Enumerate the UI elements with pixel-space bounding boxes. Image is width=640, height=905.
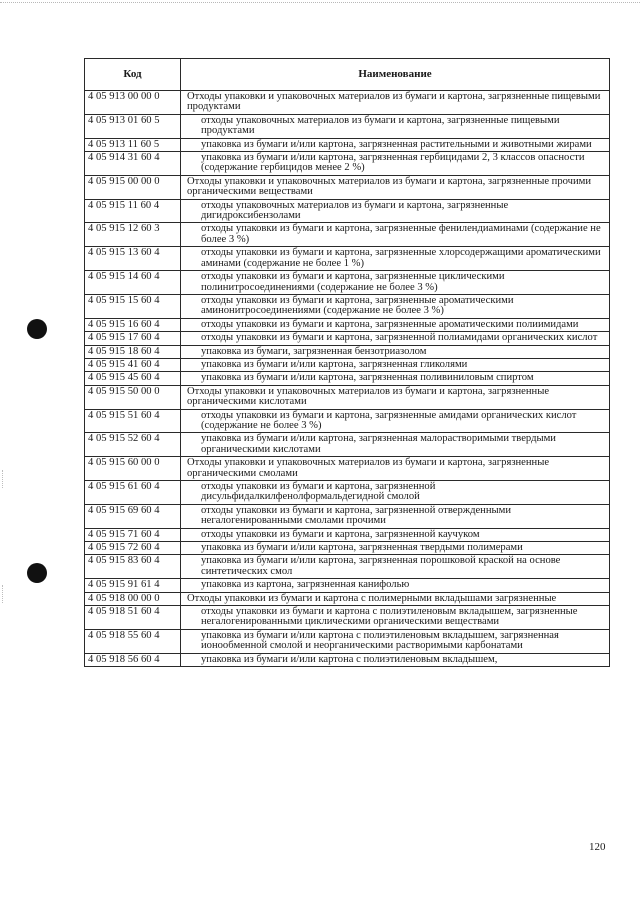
waste-name-cell: отходы упаковки из бумаги и картона с полиэтиленовым вкладышем, загрязненные негалогенированными циклическими органическими веществами <box>181 606 610 630</box>
table-row <box>85 385 610 409</box>
punch-hole <box>27 563 47 583</box>
table-row <box>85 345 610 358</box>
waste-name-cell: упаковка из бумаги и/или картона, загрязненная растительными и животными жирами <box>181 138 610 151</box>
waste-name-cell: отходы упаковки из бумаги и картона, загрязненной каучуком <box>181 528 610 541</box>
waste-code-cell: 4 05 915 83 60 4 <box>85 555 181 579</box>
waste-code-cell: 4 05 915 69 60 4 <box>85 504 181 528</box>
table-row <box>85 629 610 653</box>
waste-name-cell: отходы упаковки из бумаги и картона, загрязненные циклическими полинитросоединениями (содержание не более 3 %) <box>181 271 610 295</box>
waste-name-cell: отходы упаковки из бумаги и картона, загрязненной дисульфидалкилфенолформальдегидной смолой <box>181 481 610 505</box>
waste-code-cell: 4 05 915 50 00 0 <box>85 385 181 409</box>
waste-code-cell: 4 05 915 91 61 4 <box>85 579 181 592</box>
table-row <box>85 372 610 385</box>
table-row <box>85 592 610 605</box>
waste-name-cell: отходы упаковки из бумаги и картона, загрязненные ароматическими аминонитросоединениями (содержание не более 3 %) <box>181 294 610 318</box>
table-row <box>85 91 610 115</box>
scan-edge-mark <box>2 585 5 603</box>
column-header-code: Код <box>85 59 181 91</box>
table-row <box>85 318 610 331</box>
waste-code-cell: 4 05 915 51 60 4 <box>85 409 181 433</box>
table-row <box>85 504 610 528</box>
waste-name-cell: отходы упаковки из бумаги и картона, загрязненные амидами органических кислот (содержание не более 3 %) <box>181 409 610 433</box>
waste-code-cell: 4 05 915 16 60 4 <box>85 318 181 331</box>
waste-code-cell: 4 05 918 55 60 4 <box>85 629 181 653</box>
table-row <box>85 542 610 555</box>
waste-code-cell: 4 05 915 60 00 0 <box>85 457 181 481</box>
page-number: 120 <box>589 841 606 853</box>
punch-hole <box>27 319 47 339</box>
table-row <box>85 481 610 505</box>
table-row <box>85 555 610 579</box>
waste-name-cell: упаковка из бумаги, загрязненная бензотриазолом <box>181 345 610 358</box>
waste-code-cell: 4 05 915 15 60 4 <box>85 294 181 318</box>
waste-code-cell: 4 05 915 18 60 4 <box>85 345 181 358</box>
table-row <box>85 271 610 295</box>
waste-code-cell: 4 05 918 56 60 4 <box>85 653 181 666</box>
waste-name-cell: отходы упаковки из бумаги и картона, загрязненные хлорсодержащими ароматическими аминами (содержание не более 1 %) <box>181 247 610 271</box>
waste-code-cell: 4 05 915 12 60 3 <box>85 223 181 247</box>
waste-name-cell: отходы упаковки из бумаги и картона, загрязненные ароматическими полиимидами <box>181 318 610 331</box>
table-row <box>85 358 610 371</box>
waste-classification-table <box>84 58 610 667</box>
waste-code-cell: 4 05 915 45 60 4 <box>85 372 181 385</box>
table-row <box>85 433 610 457</box>
waste-code-cell: 4 05 918 51 60 4 <box>85 606 181 630</box>
waste-code-cell: 4 05 915 11 60 4 <box>85 199 181 223</box>
table-header-row <box>85 59 610 91</box>
waste-code-cell: 4 05 918 00 00 0 <box>85 592 181 605</box>
waste-code-cell: 4 05 913 00 00 0 <box>85 91 181 115</box>
table-row <box>85 332 610 345</box>
waste-code-cell: 4 05 915 52 60 4 <box>85 433 181 457</box>
waste-code-cell: 4 05 915 61 60 4 <box>85 481 181 505</box>
waste-name-cell: упаковка из бумаги и/или картона, загрязненная твердыми полимерами <box>181 542 610 555</box>
table-row <box>85 294 610 318</box>
waste-code-cell: 4 05 915 41 60 4 <box>85 358 181 371</box>
waste-code-cell: 4 05 915 71 60 4 <box>85 528 181 541</box>
waste-name-cell: упаковка из бумаги и/или картона, загрязненная малорастворимыми твердыми органическими кислотами <box>181 433 610 457</box>
waste-code-cell: 4 05 913 01 60 5 <box>85 114 181 138</box>
waste-name-cell: Отходы упаковки и упаковочных материалов из бумаги и картона, загрязненные пищевыми продуктами <box>181 91 610 115</box>
waste-name-cell: упаковка из бумаги и/или картона с полиэтиленовым вкладышем, загрязненная ионообменной смолой и неорганическими растворимыми карбонатами <box>181 629 610 653</box>
waste-name-cell: Отходы упаковки и упаковочных материалов из бумаги и картона, загрязненные органическими кислотами <box>181 385 610 409</box>
table-row <box>85 409 610 433</box>
table-row <box>85 223 610 247</box>
waste-code-cell: 4 05 915 14 60 4 <box>85 271 181 295</box>
waste-name-cell: Отходы упаковки и упаковочных материалов из бумаги и картона, загрязненные прочими органическими веществами <box>181 175 610 199</box>
waste-name-cell: упаковка из бумаги и/или картона, загрязненная гликолями <box>181 358 610 371</box>
scan-top-edge <box>0 2 640 3</box>
table-row <box>85 138 610 151</box>
waste-name-cell: упаковка из бумаги и/или картона, загрязненная поливиниловым спиртом <box>181 372 610 385</box>
waste-name-cell: отходы упаковочных материалов из бумаги и картона, загрязненные дигидроксибензолами <box>181 199 610 223</box>
waste-name-cell: Отходы упаковки из бумаги и картона с полимерными вкладышами загрязненные <box>181 592 610 605</box>
waste-code-cell: 4 05 915 13 60 4 <box>85 247 181 271</box>
waste-name-cell: отходы упаковки из бумаги и картона, загрязненной отвержденными негалогенированными смолами прочими <box>181 504 610 528</box>
table-row <box>85 152 610 176</box>
waste-name-cell: отходы упаковочных материалов из бумаги и картона, загрязненные пищевыми продуктами <box>181 114 610 138</box>
table-row <box>85 175 610 199</box>
table-row <box>85 457 610 481</box>
table-row <box>85 114 610 138</box>
table-row <box>85 579 610 592</box>
table-row <box>85 606 610 630</box>
waste-name-cell: упаковка из бумаги и/или картона, загрязненная порошковой краской на основе синтетических смол <box>181 555 610 579</box>
waste-name-cell: упаковка из картона, загрязненная канифолью <box>181 579 610 592</box>
waste-name-cell: упаковка из бумаги и/или картона, загрязненная гербицидами 2, 3 классов опасности (содержание гербицидов менее 2 %) <box>181 152 610 176</box>
waste-code-cell: 4 05 913 11 60 5 <box>85 138 181 151</box>
waste-name-cell: упаковка из бумаги и/или картона с полиэтиленовым вкладышем, <box>181 653 610 666</box>
waste-code-cell: 4 05 915 72 60 4 <box>85 542 181 555</box>
waste-name-cell: отходы упаковки из бумаги и картона, загрязненные фенилендиаминами (содержание не более 3 %) <box>181 223 610 247</box>
table-row <box>85 247 610 271</box>
waste-name-cell: Отходы упаковки и упаковочных материалов из бумаги и картона, загрязненные органическими смолами <box>181 457 610 481</box>
waste-name-cell: отходы упаковки из бумаги и картона, загрязненной полиамидами органических кислот <box>181 332 610 345</box>
table-row <box>85 199 610 223</box>
waste-code-cell: 4 05 915 00 00 0 <box>85 175 181 199</box>
table-row <box>85 528 610 541</box>
table-row <box>85 653 610 666</box>
waste-code-cell: 4 05 914 31 60 4 <box>85 152 181 176</box>
column-header-name: Наименование <box>181 59 610 91</box>
scan-edge-mark <box>2 470 5 488</box>
waste-code-cell: 4 05 915 17 60 4 <box>85 332 181 345</box>
